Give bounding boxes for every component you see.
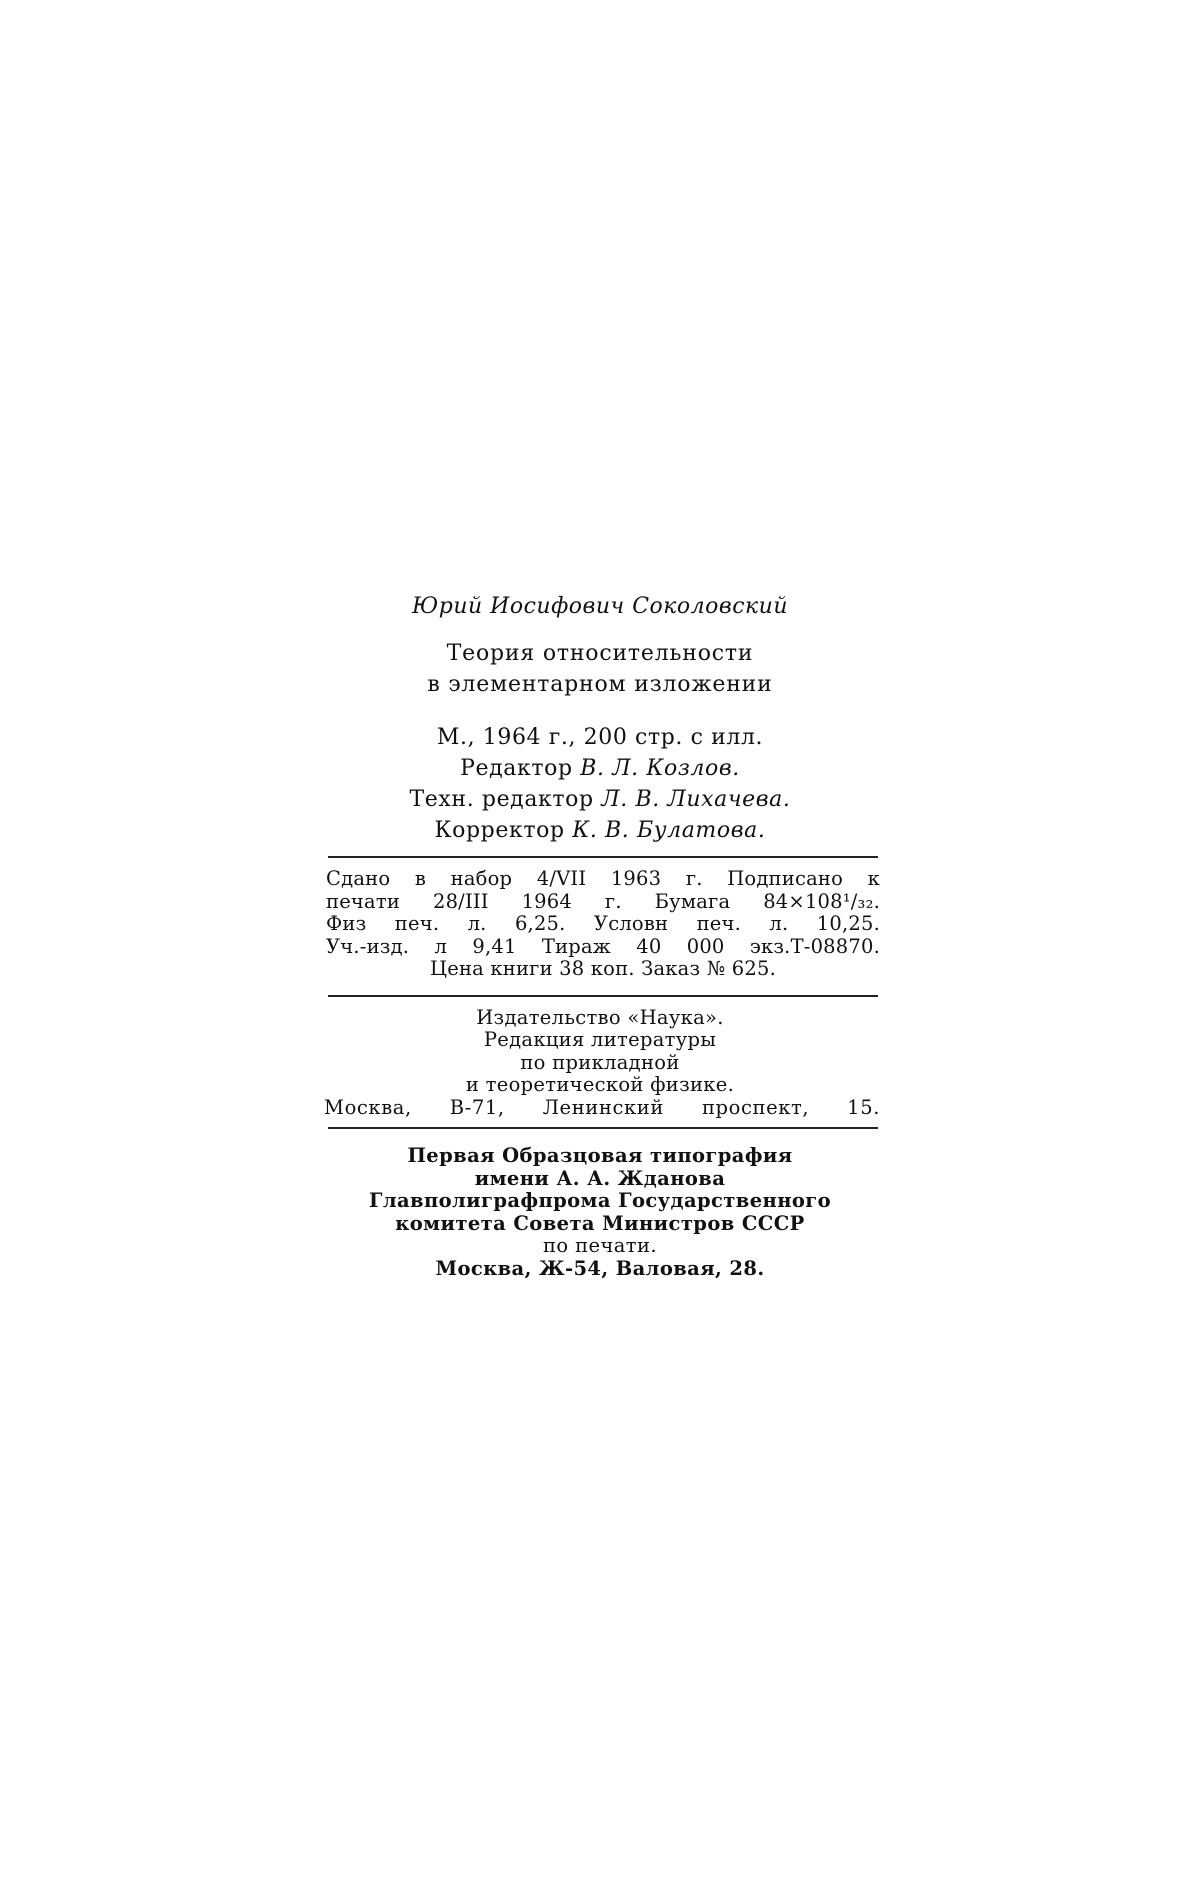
divider-rule (328, 995, 878, 997)
printing-house-line: имени А. А. Жданова (474, 1166, 726, 1190)
divider-rule (328, 856, 878, 858)
publisher-line: Издательство «Наука». (476, 1005, 724, 1029)
tech-editor-name: Л. В. Лихачева. (601, 787, 791, 812)
book-title-line-1: Теория относительности (446, 641, 754, 666)
author-name: Юрий Иосифович Соколовский (411, 594, 789, 619)
tech-editor-credit (320, 784, 880, 815)
editor-credit (320, 753, 880, 784)
publication-info: М., 1964 г., 200 стр. с илл. (436, 725, 764, 750)
printing-house-info (320, 1145, 880, 1280)
publisher-info (320, 1007, 880, 1120)
printing-house-line: Первая Образцовая типография (407, 1144, 793, 1167)
printing-line: Сдано в набор 4/VII 1963 г. Подписано к (326, 867, 880, 890)
printing-line: Физ печ. л. 6,25. Условн печ. л. 10,25. (326, 912, 880, 935)
colophon (320, 592, 880, 1280)
publisher-line: и теоретической физике. (465, 1073, 735, 1096)
printing-line: Цена книги 38 коп. Заказ № 625. (430, 957, 776, 980)
printing-details (320, 868, 880, 981)
proofreader-credit (320, 815, 880, 846)
divider-rule (328, 1127, 878, 1129)
publisher-line: Редакция литературы (483, 1028, 717, 1051)
printing-line: печати 28/III 1964 г. Бумага 84×108¹/₃₂. (326, 889, 880, 913)
tech-editor-label: Техн. редактор (409, 787, 594, 812)
printing-house-line: комитета Совета Министров СССР (395, 1211, 805, 1235)
publisher-line: по прикладной (520, 1050, 680, 1074)
proofreader-name: К. В. Булатова. (572, 818, 766, 843)
printing-house-line: по печати. (543, 1234, 657, 1257)
proofreader-label: Корректор (434, 818, 565, 843)
editor-name: В. Л. Козлов. (580, 756, 740, 781)
editor-label: Редактор (460, 756, 573, 781)
printing-house-address: Москва, Ж-54, Валовая, 28. (435, 1256, 765, 1280)
printing-line: Уч.-изд. л 9,41 Тираж 40 000 экз.Т-08870. (326, 934, 880, 958)
imprint (320, 722, 880, 846)
printing-house-line: Главполиграфпрома Государственного (368, 1189, 832, 1212)
book-title (320, 638, 880, 700)
publisher-address: Москва, В-71, Ленинский проспект, 15. (324, 1095, 880, 1119)
book-title-line-2: в элементарном изложении (427, 672, 773, 697)
